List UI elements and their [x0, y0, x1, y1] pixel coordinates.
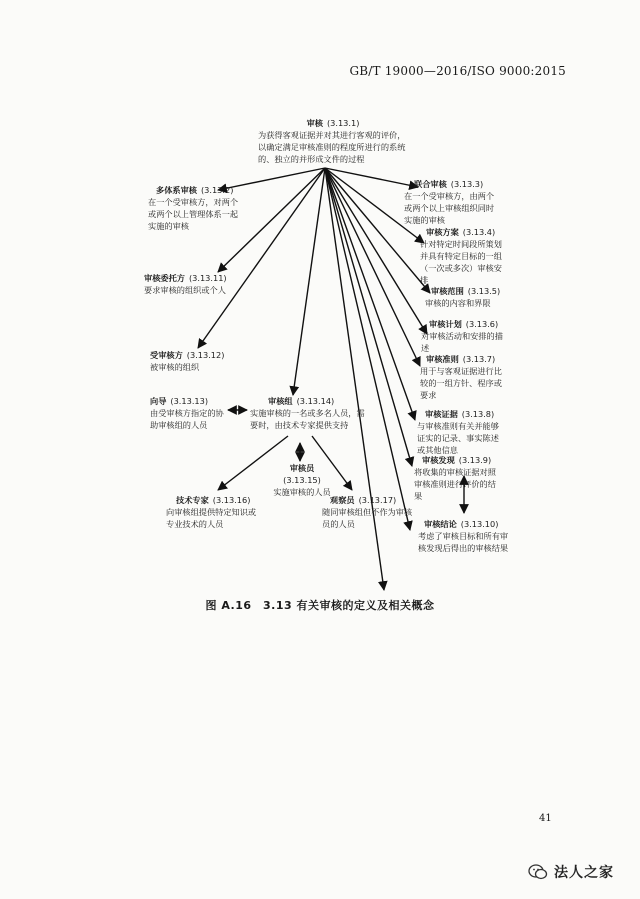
- term-guide: 向导: [150, 396, 167, 406]
- term-findings: 审核发现: [422, 455, 455, 465]
- link-audit-team: [293, 168, 325, 395]
- code-joint: (3.13.3): [450, 179, 484, 189]
- node-audit-evidence: [417, 408, 507, 456]
- wechat-icon: [528, 863, 548, 881]
- desc-observer: 随同审核组但不作为审核员的人员: [322, 507, 413, 529]
- term-criteria: 审核准则: [426, 354, 459, 364]
- link-audit-evidence: [325, 168, 415, 420]
- node-guide: [150, 395, 228, 431]
- node-auditee: [150, 349, 250, 373]
- term-client: 审核委托方: [144, 273, 185, 283]
- node-audit-conclusion: [418, 518, 510, 554]
- code-combined: (3.13.2): [200, 185, 234, 195]
- node-technical-expert: [166, 494, 264, 530]
- desc-combined: 在一个受审核方，对两个或两个以上管理体系一起实施的审核: [148, 197, 239, 231]
- term-plan: 审核计划: [429, 319, 462, 329]
- desc-plan: 对审核活动和安排的描述: [421, 331, 503, 353]
- node-auditor: [262, 462, 342, 498]
- node-audit-programme: [420, 226, 506, 286]
- figure-caption: 图 A.16 3.13 有关审核的定义及相关概念: [205, 599, 435, 612]
- desc-expert: 向审核组提供特定知识或专业技术的人员: [166, 507, 257, 529]
- desc-evidence: 与审核准则有关并能够证实的记录、事实陈述或其他信息: [417, 421, 499, 455]
- node-audit-plan: [421, 318, 507, 354]
- node-audit-scope: [425, 285, 515, 309]
- code-expert: (3.13.16): [212, 495, 251, 505]
- code-conclusion: (3.13.10): [460, 519, 499, 529]
- desc-conclusion: 考虑了审核目标和所有审核发现后得出的审核结果: [418, 531, 509, 553]
- node-combined-audit: [148, 184, 246, 232]
- node-audit-findings: [414, 454, 502, 502]
- node-audit-client: [144, 272, 240, 296]
- code-programme: (3.13.4): [462, 227, 496, 237]
- term-auditor: 审核员: [289, 463, 315, 473]
- node-audit-criteria: [420, 353, 506, 401]
- code-auditor: (3.13.15): [283, 475, 321, 485]
- term-team: 审核组: [268, 396, 293, 406]
- term-joint: 联合审核: [414, 179, 447, 189]
- desc-audit: 为获得客观证据并对其进行客观的评价，以确定满足审核准则的程度所进行的系统的、独立的并形成文件的过程: [258, 130, 406, 164]
- watermark-text: 法人之家: [554, 865, 614, 881]
- code-auditee: (3.13.12): [186, 350, 225, 360]
- node-audit-team: [250, 395, 368, 431]
- code-criteria: (3.13.7): [462, 354, 496, 364]
- standard-header: GB/T 19000—2016/ISO 9000:2015: [349, 64, 566, 78]
- code-findings: (3.13.9): [458, 455, 492, 465]
- node-observer: [322, 494, 414, 530]
- desc-criteria: 用于与客观证据进行比较的一组方针、程序或要求: [420, 366, 502, 400]
- desc-scope: 审核的内容和界限: [425, 298, 491, 308]
- term-expert: 技术专家: [176, 495, 209, 505]
- desc-auditor: 实施审核的人员: [273, 487, 331, 497]
- node-audit: [258, 117, 408, 165]
- desc-guide: 由受审核方指定的协助审核组的人员: [150, 408, 224, 430]
- term-observer: 观察员: [330, 495, 355, 505]
- desc-findings: 将收集的审核证据对照审核准则进行评价的结果: [414, 467, 496, 501]
- desc-joint: 在一个受审核方，由两个或两个以上审核组织同时实施的审核: [404, 191, 495, 225]
- desc-programme: 针对特定时间段所策划并具有特定目标的一组（一次或多次）审核安排: [420, 239, 502, 285]
- code-observer: (3.13.17): [358, 495, 397, 505]
- desc-team: 实施审核的一名或多名人员，需要时，由技术专家提供支持: [250, 408, 365, 430]
- desc-client: 要求审核的组织或个人: [144, 285, 226, 295]
- term-programme: 审核方案: [426, 227, 459, 237]
- term-combined: 多体系审核: [156, 185, 197, 195]
- desc-auditee: 被审核的组织: [150, 362, 200, 372]
- code-evidence: (3.13.8): [461, 409, 495, 419]
- page-number: 41: [539, 813, 552, 824]
- code-client: (3.13.11): [188, 273, 227, 283]
- term-auditee: 受审核方: [150, 350, 183, 360]
- term-conclusion: 审核结论: [424, 519, 457, 529]
- code-guide: (3.13.13): [170, 396, 209, 406]
- term-audit: 审核: [306, 118, 323, 128]
- watermark: [528, 862, 614, 882]
- code-plan: (3.13.6): [465, 319, 499, 329]
- node-joint-audit: [404, 178, 496, 226]
- code-audit: (3.13.1): [326, 118, 360, 128]
- term-scope: 审核范围: [431, 286, 464, 296]
- term-evidence: 审核证据: [425, 409, 458, 419]
- code-team: (3.13.14): [296, 396, 335, 406]
- code-scope: (3.13.5): [467, 286, 501, 296]
